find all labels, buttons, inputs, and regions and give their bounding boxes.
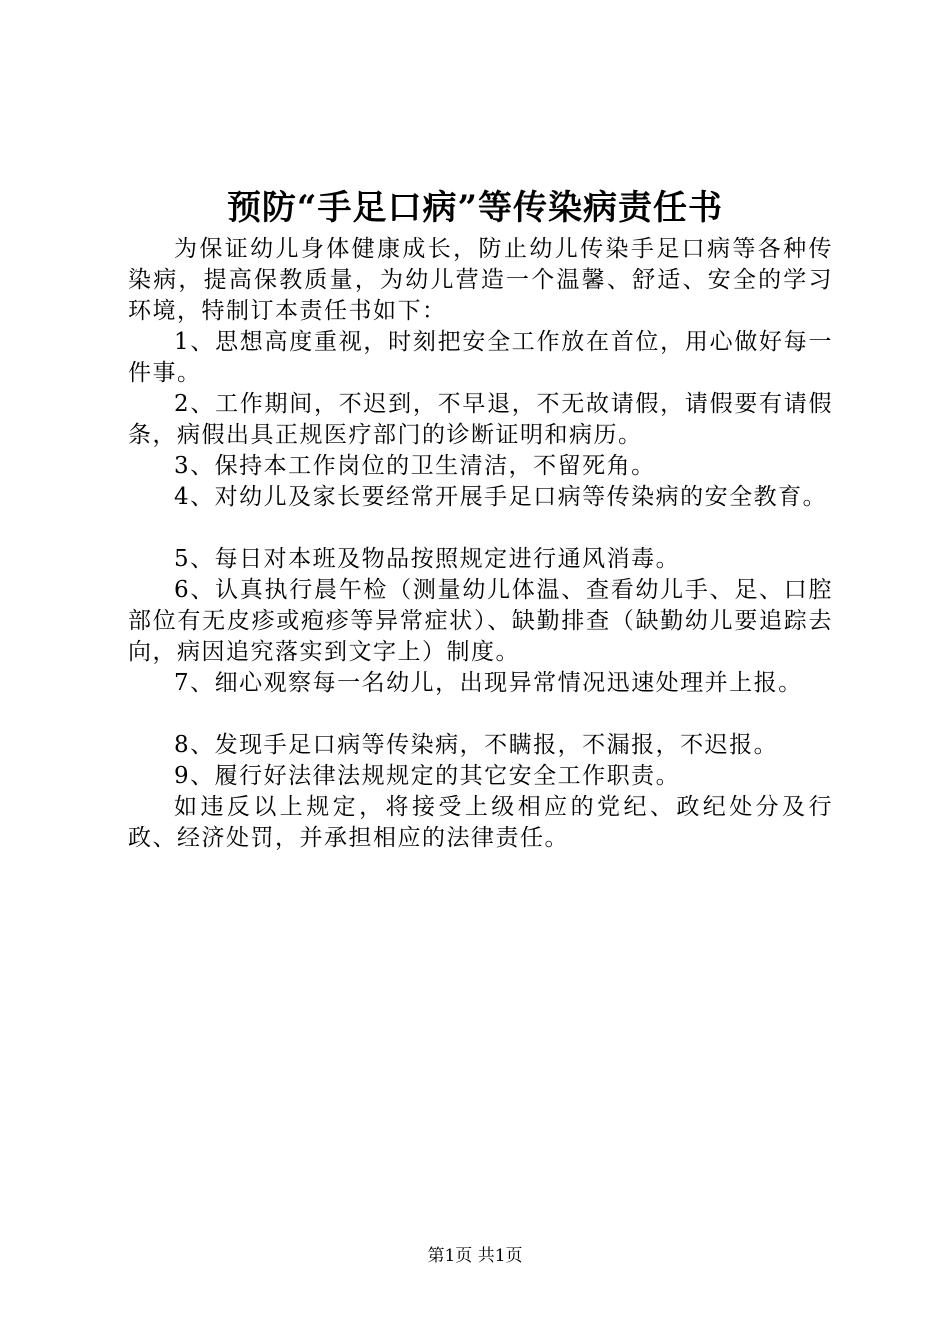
clause-7: 7、细心观察每一名幼儿，出现异常情况迅速处理并上报。 bbox=[174, 670, 803, 696]
clause-1: 1、思想高度重视，时刻把安全工作放在首位，用心做好每一件事。 bbox=[128, 329, 833, 386]
clause-9: 9、履行好法律法规规定的其它安全工作职责。 bbox=[174, 763, 681, 789]
closing-paragraph: 如违反以上规定，将接受上级相应的党纪、政纪处分及行政、经济处罚，并承担相应的法律责任。 bbox=[128, 794, 833, 851]
clause-8: 8、发现手足口病等传染病，不瞒报，不漏报，不迟报。 bbox=[174, 732, 779, 758]
clause-5: 5、每日对本班及物品按照规定进行通风消毒。 bbox=[174, 546, 681, 572]
clause-3: 3、保持本工作岗位的卫生清洁，不留死角。 bbox=[174, 453, 656, 479]
document-body bbox=[128, 234, 833, 854]
page-footer: 第1页 共1页 bbox=[427, 1246, 523, 1266]
clause-2: 2、工作期间，不迟到，不早退，不无故请假，请假要有请假条，病假出具正规医疗部门的诊断证明和病历。 bbox=[128, 391, 833, 448]
clause-6: 6、认真执行晨午检（测量幼儿体温、查看幼儿手、足、口腔部位有无皮疹或疱疹等异常症状）、缺勤排查（缺勤幼儿要追踪去向，病因追究落实到文字上）制度。 bbox=[128, 577, 833, 665]
intro-paragraph: 为保证幼儿身体健康成长，防止幼儿传染手足口病等各种传染病，提高保教质量，为幼儿营造一个温馨、舒适、安全的学习环境，特制订本责任书如下： bbox=[128, 236, 833, 324]
clause-4: 4、对幼儿及家长要经常开展手足口病等传染病的安全教育。 bbox=[174, 484, 828, 510]
document-title: 预防“手足口病”等传染病责任书 bbox=[226, 188, 724, 228]
